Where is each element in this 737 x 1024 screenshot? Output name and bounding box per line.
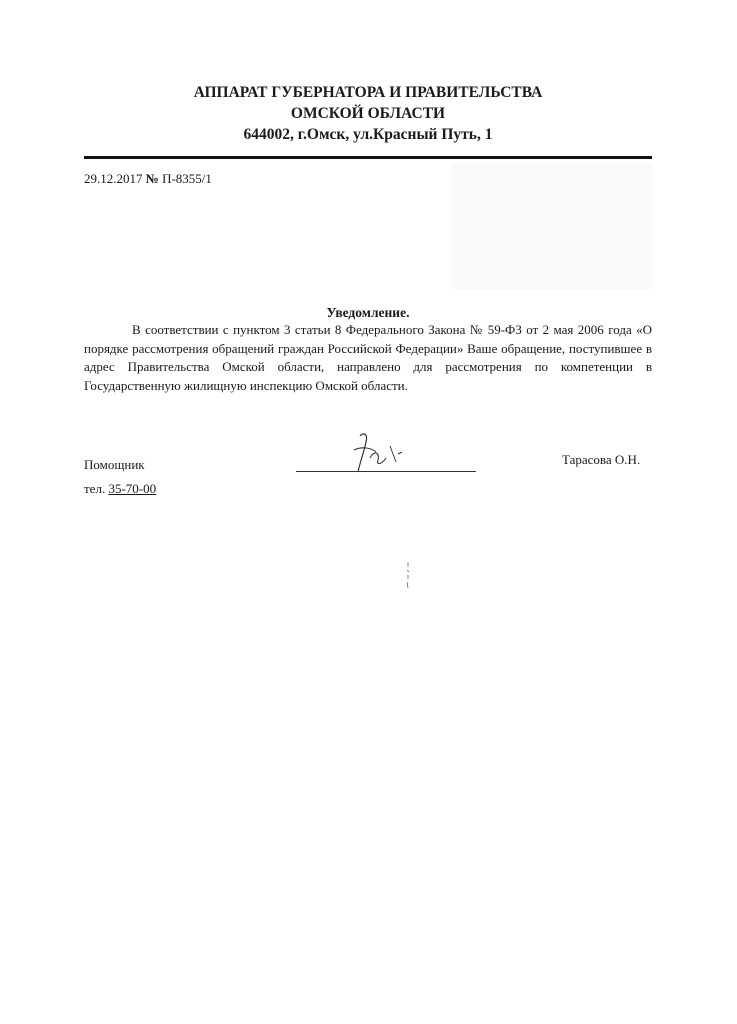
phone-number: 35-70-00 <box>108 481 157 496</box>
number-sign: № <box>145 171 159 186</box>
document-reference <box>84 171 212 187</box>
letterhead-line-1: АППАРАТ ГУБЕРНАТОРА И ПРАВИТЕЛЬСТВА <box>193 84 543 101</box>
blank-stamp-area <box>452 164 652 290</box>
letterhead-address: 644002, г.Омск, ул.Красный Путь, 1 <box>243 126 493 143</box>
letterhead-divider <box>84 156 652 159</box>
notice-paragraph: В соответствии с пунктом 3 статьи 8 Федерального Закона № 59-ФЗ от 2 мая 2006 года «О порядке рассмотрения обращений граждан Российской Федерации» Ваше обращение, поступившее в адрес Правительства Омской области, направлено для рассмотрения по компетенции в Государственную жилищную инспекцию Омской области. <box>84 322 652 393</box>
signer-name: Тарасова О.Н. <box>562 452 641 467</box>
document-date: 29.12.2017 <box>84 171 143 186</box>
contact-phone <box>84 481 156 497</box>
scan-artifact <box>405 562 411 588</box>
notice-title: Уведомление. <box>326 305 410 320</box>
signer-position: Помощник <box>84 457 145 472</box>
handwritten-signature <box>346 428 410 476</box>
document-number: П-8355/1 <box>162 171 212 186</box>
letterhead-line-2: ОМСКОЙ ОБЛАСТИ <box>290 105 446 122</box>
letterhead <box>84 82 652 145</box>
phone-label: тел. <box>84 481 106 496</box>
notice-body <box>84 321 652 395</box>
